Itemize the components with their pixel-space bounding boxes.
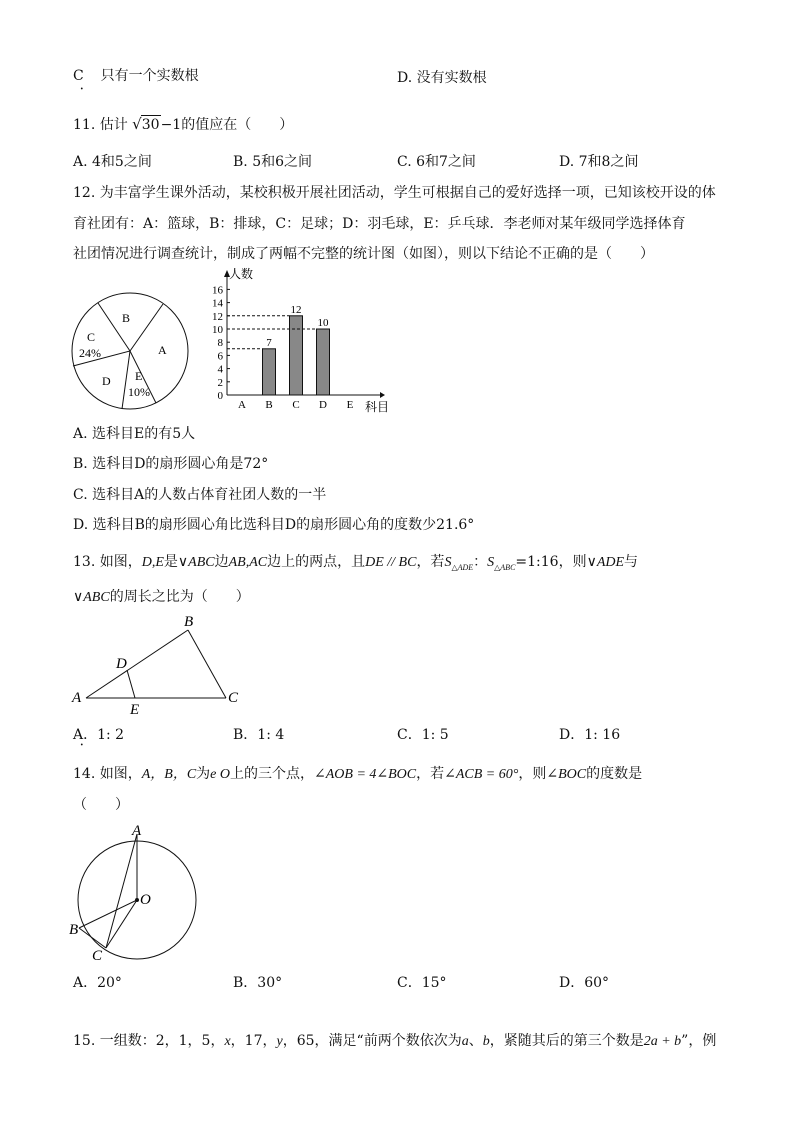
q14-option-d: D．60° xyxy=(559,975,610,991)
q14-text: 上的三个点， xyxy=(230,766,314,782)
q14-angle-acb: ∠ACB = 60° xyxy=(444,767,519,782)
bar-B xyxy=(263,349,276,395)
q13-text: 是 xyxy=(163,554,178,570)
label-e: E xyxy=(130,702,140,718)
x-tick-label: C xyxy=(292,399,300,411)
label-c: C xyxy=(228,690,239,706)
q12-number: 12. xyxy=(73,185,96,201)
y-tick-label: 6 xyxy=(217,350,223,363)
q13-triangle-abc: ∨ABC xyxy=(177,555,215,570)
x-tick-label: D xyxy=(319,399,327,411)
q14-text: 的度数是 xyxy=(586,766,643,782)
q14-points: A，B，C xyxy=(141,767,197,782)
bar-D xyxy=(317,329,330,395)
q10-option-d-label: D. xyxy=(397,70,413,86)
q14-stem-line1 xyxy=(73,765,642,784)
q13-option-b: B．1: 4 xyxy=(233,727,285,743)
bar-data-label: 12 xyxy=(290,303,302,316)
q12-stem-line1 xyxy=(73,184,716,202)
q15-text: 、 xyxy=(468,1033,483,1049)
y-tick-label: 0 xyxy=(217,390,223,402)
small-dot-mark: • xyxy=(80,742,84,749)
pie-label-d: D xyxy=(102,374,111,388)
x-tick-label: B xyxy=(265,399,273,411)
q14-option-a: A．20° xyxy=(73,975,122,991)
q14-text: ，则 xyxy=(518,766,547,782)
q13-sides: AB,AC xyxy=(228,555,268,570)
bar-data-label: 10 xyxy=(317,317,329,329)
center-point xyxy=(135,898,139,902)
q15-stem-line1 xyxy=(73,1032,716,1051)
q13-text: ，若 xyxy=(416,554,445,570)
q11-stem xyxy=(73,115,293,134)
label-a: A xyxy=(72,690,82,706)
q10-option-c-text: 只有一个实数根 xyxy=(100,68,199,84)
q14-angle-relation: ∠AOB = 4∠BOC xyxy=(314,767,417,782)
q15-text: ，紧随其后的第三个数是 xyxy=(489,1033,644,1049)
pie-label-c: C xyxy=(87,330,96,344)
q13-parallel: DE // BC xyxy=(365,555,417,570)
y-tick-label: 14 xyxy=(212,297,223,310)
q13-number: 13. xyxy=(73,554,96,570)
pie-divider-4 xyxy=(122,351,130,409)
x-axis-arrow xyxy=(380,392,385,398)
q11-option-c: C. 6和7之间 xyxy=(397,154,476,170)
q12-option-d: D. 选科目B的扇形圆心角比选科目D的扇形圆心角的度数少21.6° xyxy=(73,517,475,533)
x-tick-label: E xyxy=(346,399,354,411)
chord-ac xyxy=(106,834,137,948)
y-tick-label: 8 xyxy=(217,337,223,350)
q12-option-c: C. 选科目A的人数占体育社团人数的一半 xyxy=(73,487,327,503)
q13-area-s1: S xyxy=(444,555,452,570)
q14-number: 14. xyxy=(73,766,96,782)
pie-label-e: E xyxy=(135,369,143,383)
q15-number: 15. xyxy=(73,1033,96,1049)
q12-pie-chart xyxy=(68,288,198,418)
q15-var-a: a xyxy=(461,1034,469,1049)
q12-option-a: A. 选科目E的有5人 xyxy=(73,426,196,442)
q13-triangle-abc: ∨ABC xyxy=(73,590,110,605)
q14-option-c: C．15° xyxy=(397,975,447,991)
q14-circle-figure xyxy=(66,820,206,965)
q15-text: 一组数：2，1，5， xyxy=(99,1033,225,1049)
q14-option-b: B．30° xyxy=(233,975,283,991)
q10-option-d-text: 没有实数根 xyxy=(416,70,487,86)
label-o: O xyxy=(140,892,151,908)
q12-line1-text: 为丰富学生课外活动，某校积极开展社团活动，学生可根据自己的爱好选择一项，已知该校开设的体 xyxy=(99,185,716,201)
q13-text: ，则 xyxy=(558,554,587,570)
side-bc xyxy=(188,630,226,698)
q14-angle-boc: ∠BOC xyxy=(546,767,587,782)
y-tick-label: 2 xyxy=(217,376,223,389)
label-b: B xyxy=(69,922,79,938)
y-tick-label: 12 xyxy=(212,310,223,323)
x-axis-label: 科目 xyxy=(364,400,390,414)
q15-expression: 2a + b xyxy=(643,1034,682,1049)
x-tick-label: A xyxy=(238,399,246,411)
q15-var-y: y xyxy=(276,1034,283,1049)
q15-var-b: b xyxy=(482,1034,490,1049)
bar-C xyxy=(290,316,303,395)
q12-bar-chart xyxy=(205,267,390,416)
q13-option-a: A．1: 2 xyxy=(73,727,125,743)
q10-option-c xyxy=(73,67,199,85)
q13-area-sub1: △ADE xyxy=(451,562,474,572)
pie-label-a: A xyxy=(158,343,167,357)
q13-area-sub2: △ABC xyxy=(494,562,516,572)
q15-text: ，65，满足“前两个数依次为 xyxy=(282,1033,462,1049)
q11-minus-one: −1 xyxy=(160,117,182,133)
q14-text: ，若 xyxy=(416,766,445,782)
side-ab xyxy=(86,630,188,698)
q14-text: 如图， xyxy=(99,766,142,782)
pie-label-c-percent: 24% xyxy=(79,346,101,360)
q13-text: 边上的两点，且 xyxy=(267,554,366,570)
q13-option-d: D．1: 16 xyxy=(559,727,621,743)
q12-option-b: B. 选科目D的扇形圆心角是72° xyxy=(73,456,269,472)
label-b: B xyxy=(184,614,194,630)
q10-option-d xyxy=(397,67,487,87)
chord-bc xyxy=(79,928,106,948)
q13-colon: ： xyxy=(473,554,488,570)
q11-number: 11. xyxy=(73,117,96,133)
q14-stem-line2: （ ） xyxy=(73,797,129,813)
y-tick-label: 16 xyxy=(212,284,223,297)
q12-stem-line2: 育社团有：A：篮球，B：排球，C：足球；D：羽毛球，E：乒乓球．李老师对某年级同学选择体育 xyxy=(73,216,686,232)
pie-label-e-percent: 10% xyxy=(128,385,150,399)
q13-stem-line2 xyxy=(73,588,250,607)
q10-option-c-letter: C xyxy=(73,68,84,84)
segment-de xyxy=(127,670,135,698)
q13-text: 如图， xyxy=(99,554,142,570)
q13-points-de: D,E xyxy=(141,555,164,570)
q13-ratio-value: =1:16 xyxy=(515,554,559,570)
q13-stem-line1 xyxy=(73,553,638,577)
q15-var-x: x xyxy=(224,1034,231,1049)
q13-option-c: C．1: 5 xyxy=(397,727,449,743)
q14-circle-o: e O xyxy=(210,767,230,782)
q13-triangle-ade: ∨ADE xyxy=(586,555,625,570)
q13-text: 边 xyxy=(214,554,229,570)
q11-text-after: 的值应在（ ） xyxy=(181,117,294,133)
q14-text: 为 xyxy=(196,766,211,782)
small-dot-mark: • xyxy=(80,86,84,93)
q13-line2-text: 的周长之比为（ ） xyxy=(109,589,250,605)
q15-text: ，17， xyxy=(230,1033,277,1049)
q11-option-a: A. 4和5之间 xyxy=(73,154,152,170)
q11-option-d: D. 7和8之间 xyxy=(559,154,639,170)
q15-text: ”，例 xyxy=(681,1033,717,1049)
q13-text: 与 xyxy=(624,554,639,570)
q11-option-b: B. 5和6之间 xyxy=(233,154,313,170)
label-d: D xyxy=(116,656,127,672)
bar-data-label: 7 xyxy=(266,336,272,349)
y-tick-label: 10 xyxy=(212,324,223,336)
q13-triangle-figure xyxy=(68,610,258,720)
q11-radicand: 30 xyxy=(141,117,160,133)
q12-stem-line3: 社团情况进行调查统计，制成了两幅不完整的统计图（如图），则以下结论不正确的是（ ） xyxy=(73,246,654,262)
label-a: A xyxy=(132,823,142,839)
q11-text-before: 估计 xyxy=(99,117,128,133)
label-c: C xyxy=(92,948,103,964)
pie-label-b: B xyxy=(122,311,131,325)
y-axis-label: 人数 xyxy=(228,267,254,281)
y-tick-label: 4 xyxy=(217,363,223,376)
q13-area-s2: S xyxy=(487,555,495,570)
sqrt-symbol: √ xyxy=(132,115,142,133)
